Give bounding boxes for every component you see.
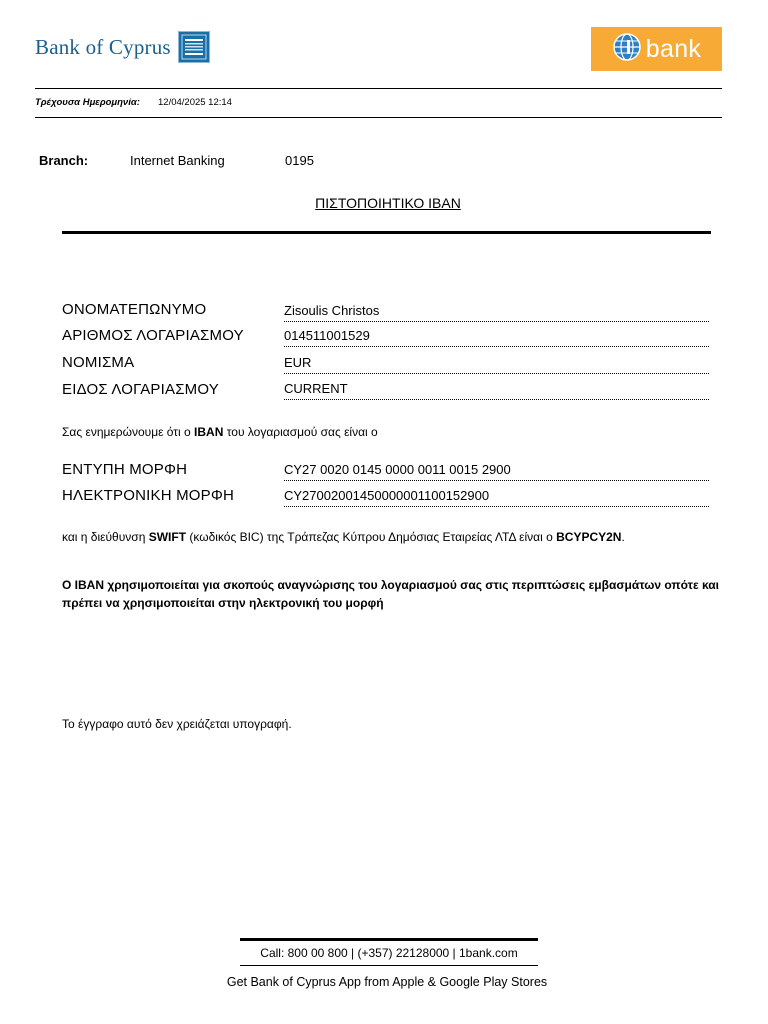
branch-code: 0195 bbox=[285, 153, 314, 168]
branch-name: Internet Banking bbox=[130, 153, 225, 168]
branch-label: Branch: bbox=[39, 153, 89, 168]
document-title: ΠΙΣΤΟΠΟΙΗΤΙΚΟ IBAN bbox=[315, 195, 461, 211]
footer-contact: Call: 800 00 800 | (+357) 22128000 | 1bank.com bbox=[260, 946, 518, 960]
footer-divider-bottom bbox=[240, 965, 538, 966]
swift-part2: (κωδικός BIC) της Τράπεζας Κύπρου Δημόσιας Εταιρείας ΛΤΔ είναι ο bbox=[186, 530, 557, 544]
swift-label: SWIFT bbox=[148, 530, 187, 544]
globe-icon bbox=[612, 32, 642, 67]
iban-intro-text bbox=[62, 425, 378, 439]
field-label-iban-print: ΕΝΤΥΠΗ ΜΟΡΦΗ bbox=[62, 461, 188, 478]
1bank-logo bbox=[591, 27, 722, 71]
field-label-account-number: ΑΡΙΘΜΟΣ ΛΟΓΑΡΙΑΣΜΟΥ bbox=[62, 327, 244, 344]
iban-usage-notice: Ο IBAN χρησιμοποιείται για σκοπούς αναγνώρισης του λογαριασμού σας στις περιπτώσεις εμβασμάτων οπότε και πρέπει να χρησιμοποιείται στην ηλεκτρονική του μορφή bbox=[62, 578, 719, 610]
header-divider-top bbox=[35, 88, 722, 89]
bank-emblem-icon bbox=[178, 31, 210, 63]
swift-text bbox=[62, 530, 625, 544]
1bank-label: bank bbox=[645, 34, 702, 63]
field-label-iban-electronic: ΗΛΕΚΤΡΟΝΙΚΗ ΜΟΡΦΗ bbox=[62, 487, 235, 504]
iban-intro-before: Σας ενημερώνουμε ότι ο bbox=[62, 425, 195, 439]
footer-app-promo: Get Bank of Cyprus App from Apple & Google Play Stores bbox=[226, 975, 548, 989]
field-value-full-name: Zisoulis Christos bbox=[284, 303, 709, 322]
bank-of-cyprus-logo bbox=[35, 31, 210, 63]
bic-code: BCYPCY2N bbox=[556, 530, 622, 544]
bank-name: Bank of Cyprus bbox=[35, 34, 171, 59]
field-value-currency: EUR bbox=[284, 355, 709, 374]
field-value-account-type: CURRENT bbox=[284, 381, 709, 400]
field-label-currency: ΝΟΜΙΣΜΑ bbox=[62, 354, 135, 371]
signature-note: Το έγγραφο αυτό δεν χρειάζεται υπογραφή. bbox=[62, 717, 292, 731]
iban-intro-after: του λογαριασμού σας είναι ο bbox=[223, 425, 378, 439]
title-divider bbox=[62, 231, 711, 234]
current-date-value: 12/04/2025 12:14 bbox=[158, 97, 232, 108]
header-divider-bottom bbox=[35, 117, 722, 118]
footer-divider-top bbox=[240, 938, 538, 941]
field-label-full-name: ΟΝΟΜΑΤΕΠΩΝΥΜΟ bbox=[62, 301, 207, 318]
field-label-account-type: ΕΙΔΟΣ ΛΟΓΑΡΙΑΣΜΟΥ bbox=[62, 381, 219, 398]
field-value-account-number: 014511001529 bbox=[284, 328, 709, 347]
field-value-iban-print: CY27 0020 0145 0000 0011 0015 2900 bbox=[284, 462, 709, 481]
current-date-label: Τρέχουσα Ημερομηνία: bbox=[35, 97, 140, 108]
iban-intro-bold: IBAN bbox=[194, 425, 224, 439]
swift-part3: . bbox=[621, 530, 625, 544]
field-value-iban-electronic: CY27002001450000001100152900 bbox=[284, 488, 709, 507]
swift-part1: και η διεύθυνση bbox=[62, 530, 149, 544]
